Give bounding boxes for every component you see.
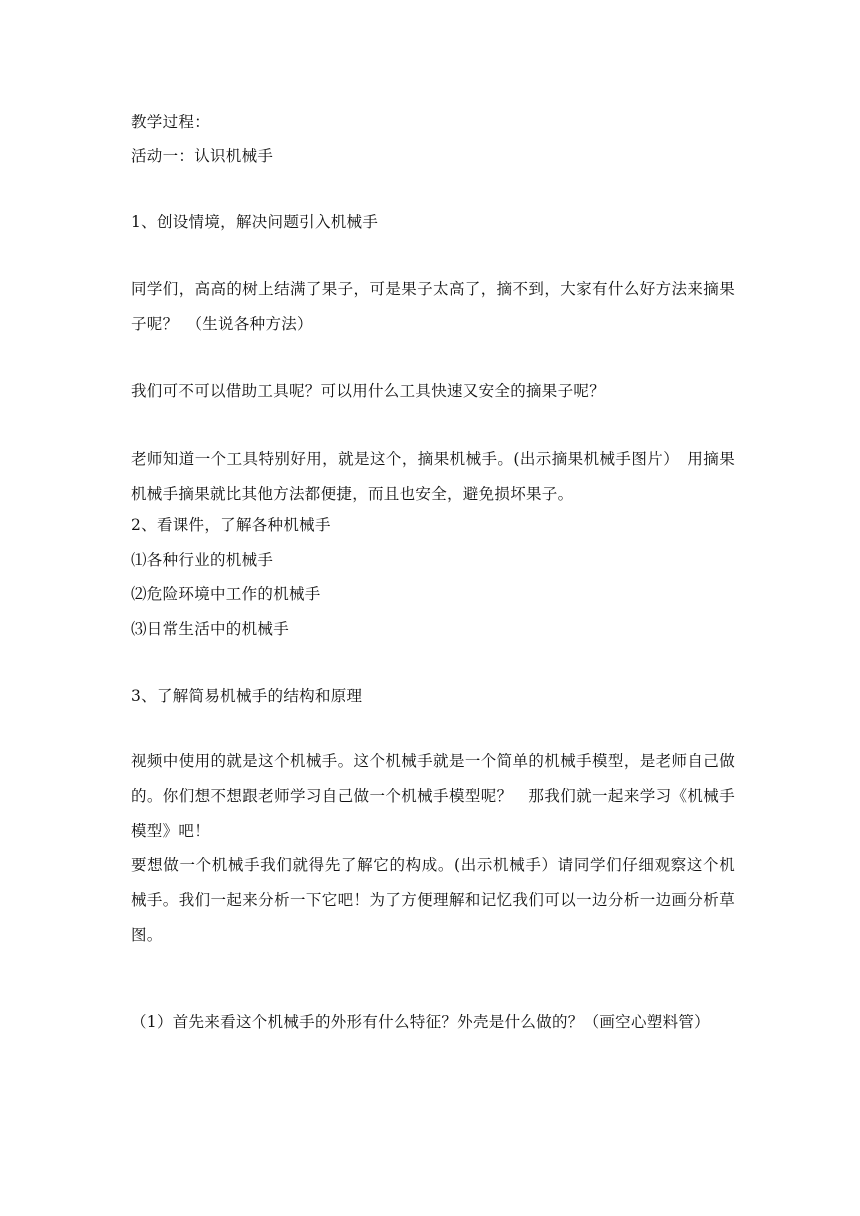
paragraph-5: 要想做一个机械手我们就得先了解它的构成。(出示机械手）请同学们仔细观察这个机械手。我们一起来分析一下它吧！为了方便理解和记忆我们可以一边分析一边画分析草图。 (131, 856, 735, 944)
list-item: ⑶日常生活中的机械手 (131, 620, 290, 638)
step1-title: 1、创设情境，解决问题引入机械手 (131, 213, 379, 231)
step3-title: 3、了解简易机械手的结构和原理 (131, 687, 363, 705)
paragraph-6: （1）首先来看这个机械手的外形有什么特征？外壳是什么做的？（画空心塑料管） (131, 1013, 710, 1031)
paragraph-2: 我们可不可以借助工具呢？可以用什么工具快速又安全的摘果子呢？ (131, 382, 606, 400)
list-item: ⑴各种行业的机械手 (131, 551, 274, 569)
activity-title: 活动一：认识机械手 (131, 147, 274, 165)
paragraph-3: 老师知道一个工具特别好用，就是这个，摘果机械手。(出示摘果机械手图片） 用摘果机械手摘果就比其他方法都便捷，而且也安全，避免损坏果子。 (131, 450, 735, 503)
list-item: ⑵危险环境中工作的机械手 (131, 585, 321, 603)
section-heading: 教学过程： (131, 113, 211, 131)
paragraph-1: 同学们，高高的树上结满了果子，可是果子太高了，摘不到，大家有什么好方法来摘果子呢？ （生说各种方法） (131, 280, 735, 333)
paragraph-4: 视频中使用的就是这个机械手。这个机械手就是一个简单的机械手模型，是老师自己做的。你们想不想跟老师学习自己做一个机械手模型呢？ 那我们就一起来学习《机械手模型》吧！ (131, 752, 735, 840)
step2-title: 2、看课件，了解各种机械手 (131, 516, 331, 534)
